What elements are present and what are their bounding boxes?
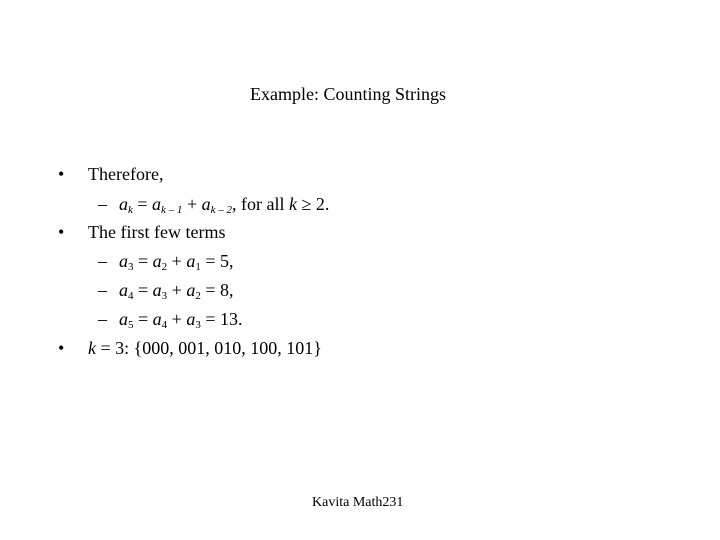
dash-icon: – (98, 251, 107, 271)
term-a4: $a_4 = a_3 + a_2 = 8$, (119, 280, 234, 302)
recurrence-relation: $a_k = a_{k - 1} + a_{k - 2}$, for all k ≥ 2. (119, 194, 330, 216)
term-a5: $a_5 = a_4 + a_3 = 13$. (119, 309, 243, 331)
slide-title: Example: Counting Strings (250, 84, 446, 104)
bullet-therefore: Therefore, (88, 164, 164, 184)
dash-icon: – (98, 194, 107, 214)
bullet-icon: • (58, 164, 65, 184)
bullet-first-terms: The first few terms (88, 222, 226, 242)
dash-icon: – (98, 309, 107, 329)
bullet-icon: • (58, 338, 65, 358)
bullet-k3-strings: k = 3: {000, 001, 010, 100, 101} (88, 338, 322, 358)
dash-icon: – (98, 280, 107, 300)
bullet-icon: • (58, 222, 65, 242)
term-a3: $a_3 = a_2 + a_1 = 5$, (119, 251, 234, 273)
footer-text: Kavita Math231 (312, 495, 404, 510)
